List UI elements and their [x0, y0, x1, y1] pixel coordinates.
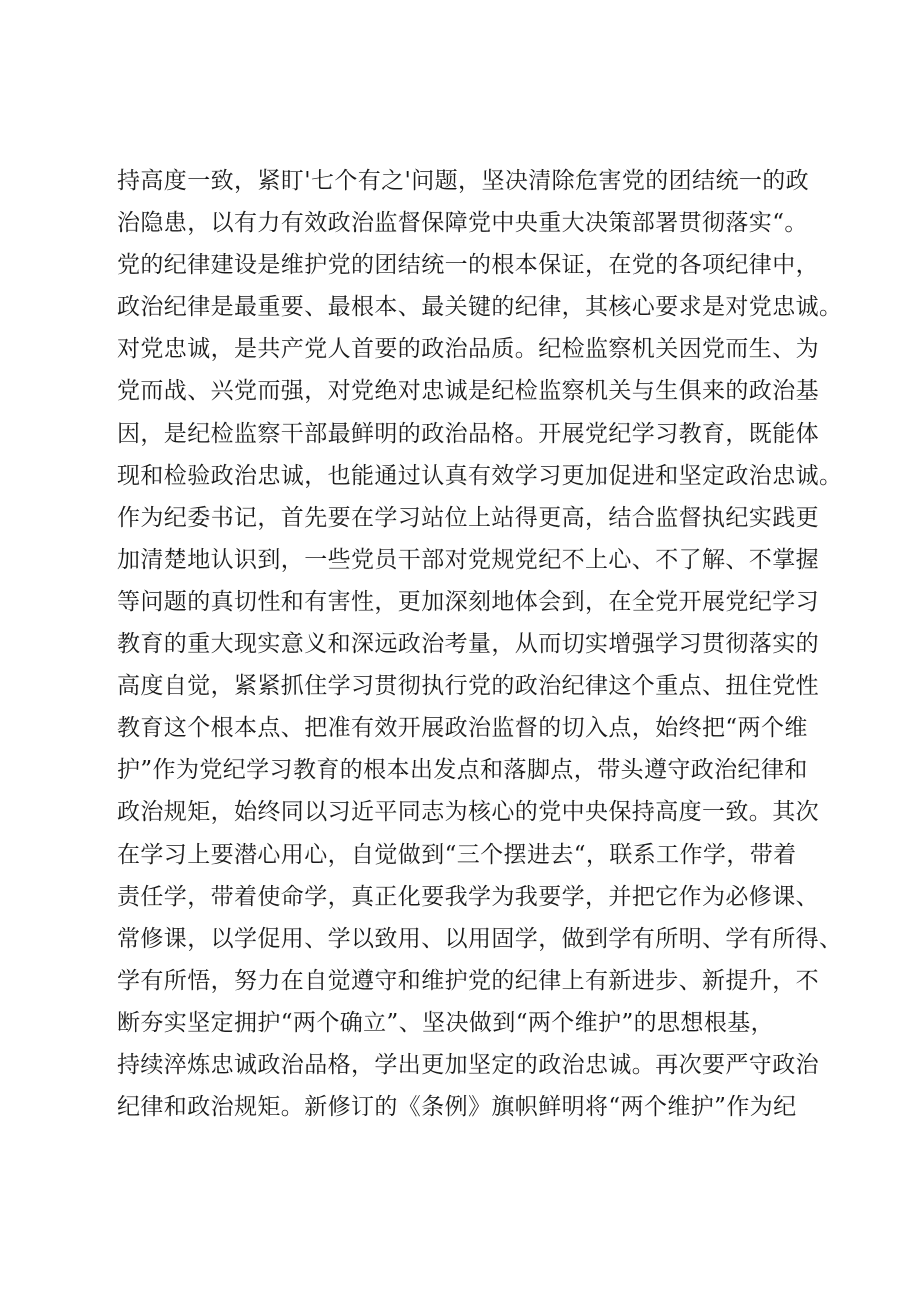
- text-line: 作为纪委书记，首先要在学习站位上站得更高，结合监督执纪实践更: [117, 504, 819, 531]
- text-line: 加清楚地认识到，一些党员干部对党规党纪不上心、不了解、不掌握: [117, 546, 819, 573]
- text-line: 教育这个根本点、把准有效开展政治监督的切入点，始终把“两个维: [117, 715, 808, 742]
- text-line: 责任学，带着使命学，真正化要我学为我要学，并把它作为必修课、: [117, 883, 819, 910]
- text-line: 在学习上要潜心用心，自觉做到“三个摆进去“，联系工作学，带着: [117, 841, 797, 868]
- text-line: 治隐患，以有力有效政治监督保障党中央重大决策部署贯彻落实“。: [117, 210, 808, 237]
- text-line: 党的纪律建设是维护党的团结统一的根本保证，在党的各项纪律中，: [117, 252, 819, 279]
- text-line: 对党忠诚，是共产党人首要的政治品质。纪检监察机关因党而生、为: [117, 336, 819, 363]
- text-line: 教育的重大现实意义和深远政治考量，从而切实增强学习贯彻落实的: [117, 631, 819, 658]
- text-line: 常修课，以学促用、学以致用、以用固学，做到学有所明、学有所得、: [117, 925, 843, 952]
- body-text: [117, 160, 843, 1128]
- text-line: 纪律和政治规矩。新修订的《条例》旗帜鲜明将“两个维护”作为纪: [117, 1094, 797, 1121]
- text-line: 断夯实坚定拥护“两个确立”、坚决做到“两个维护”的思想根基，: [117, 1009, 775, 1036]
- text-line: 政治纪律是最重要、最根本、最关键的纪律，其核心要求是对党忠诚。: [117, 294, 843, 321]
- text-line: 护”作为党纪学习教育的根本出发点和落脚点，带头遵守政治纪律和: [117, 757, 808, 784]
- text-line: 高度自觉，紧紧抓住学习贯彻执行党的政治纪律这个重点、扭住党性: [117, 673, 819, 700]
- text-line: 等问题的真切性和有害性，更加深刻地体会到，在全党开展党纪学习: [117, 588, 819, 615]
- text-line: 学有所悟，努力在自觉遵守和维护党的纪律上有新进步、新提升，不: [117, 967, 819, 994]
- text-line: 持续淬炼忠诚政治品格，学出更加坚定的政治忠诚。再次要严守政治: [117, 1051, 819, 1078]
- text-line: 持高度一致，紧盯'七个有之'问题，坚决清除危害党的团结统一的政: [117, 168, 810, 194]
- text-line: 因，是纪检监察干部最鲜明的政治品格。开展党纪学习教育，既能体: [117, 420, 819, 447]
- text-line: 政治规矩，始终同以习近平同志为核心的党中央保持高度一致。其次: [117, 799, 819, 826]
- text-line: 现和检验政治忠诚，也能通过认真有效学习更加促进和坚定政治忠诚。: [117, 462, 843, 489]
- text-line: 党而战、兴党而强，对党绝对忠诚是纪检监察机关与生俱来的政治基: [117, 378, 819, 405]
